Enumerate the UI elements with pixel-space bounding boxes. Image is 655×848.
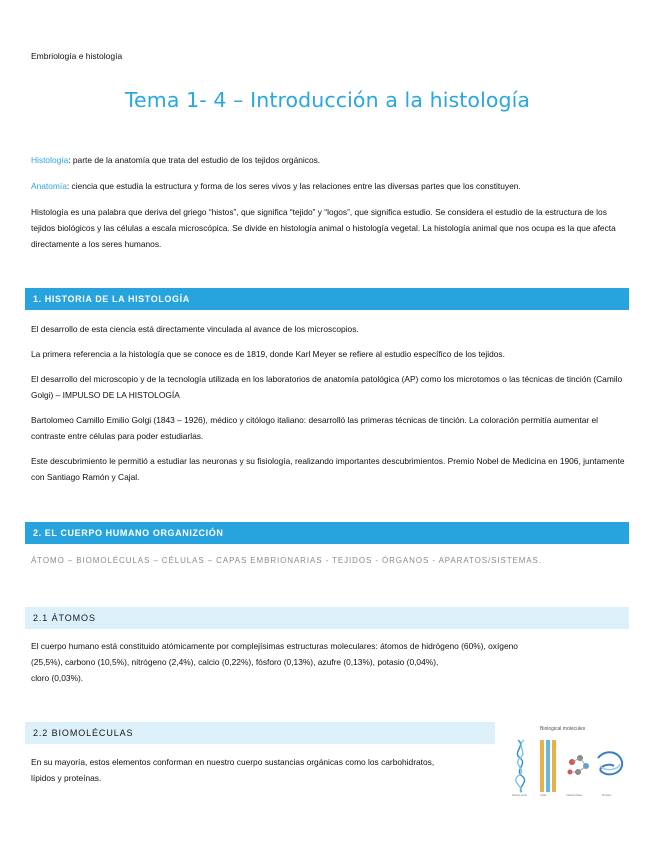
figure-label: Lipids [540,794,547,797]
atomos-paragraph [31,638,627,686]
definition-text: : ciencia que estudia la estructura y forma de los seres vivos y las relaciones entre las diversas partes que los constituyen. [66,181,521,191]
atomos-line: (25,5%), carbono (10,5%), nitrógeno (2,4%), calcio (0,22%), fósforo (0,13%), azufre (0,13%), potasio (0,04%), [31,657,439,667]
historia-paragraph-4: Bartolomeo Camillo Emilio Golgi (1843 – 1926), médico y citólogo italiano: desarrolló las primeras técnicas de tinción. La coloración permitía aumentar el contraste entre células para poder estudiarlas. [31,415,598,441]
definition-anatomia [31,178,627,194]
lipid-bilayer-icon [540,740,556,792]
protein-ribbon-icon [598,752,622,774]
intro-paragraph: Histología es una palabra que deriva del griego “histos”, que significa “tejido” y “logos”, que significa estudio. Se considera el estudio de la estructura de los tejidos biológicos y las células a escala microscópica. Se divide en histología animal o histología vegetal. La histología animal que nos ocupa es la que afecta directamente a los seres humanos. [31,207,616,249]
definition-histologia [31,152,627,168]
historia-paragraph-2: La primera referencia a la histología que se conoce es de 1819, donde Karl Meyer se refiere al estudio específico de los tejidos. [31,349,505,359]
definition-term: Anatomía [31,181,67,191]
historia-paragraph-3: El desarrollo del microscopio y de la tecnología utilizada en los laboratorios de anatomía patológica (AP) como los microtomos o las técnicas de tinción (Camilo Golgi) – IMPULSO DE LA HISTOLOGÍA [31,374,623,400]
atomos-line: cloro (0,03%). [31,673,84,683]
section-heading-atomos: 2.1 ÁTOMOS [25,607,629,629]
page-title: Tema 1- 4 – Introducción a la histología [124,88,531,112]
historia-paragraph-1: El desarrollo de esta ciencia está directamente vinculada al avance de los microscopios. [31,324,359,334]
molecules-illustration [510,722,630,804]
figure-label: Carbohydrates [566,794,583,797]
section-heading-historia: 1. HISTORIA DE LA HISTOLOGÍA [25,288,629,310]
definition-term: Histología [31,155,69,165]
section-heading-biomoleculas: 2.2 BIOMOLÉCULAS [25,722,495,744]
atomos-line: El cuerpo humano está constituido atómicamente por complejísimas estructuras moleculares: átomos de hidrógeno (60%), oxígeno [31,641,518,651]
figure-title: Biological molecules [540,726,586,732]
running-header: Embriología e histología [31,51,123,61]
organization-levels: ÁTOMO – BIOMOLÉCULAS – CÉLULAS – CAPAS EMBRIONARIAS - TEJIDOS - ÓRGANOS - APARATOS/SISTEMAS. [31,556,542,565]
biomoleculas-paragraph: En su mayoría, estos elementos conforman en nuestro cuerpo sustancias orgánicas como los carbohidratos, lípidos y proteínas. [31,757,435,783]
carbohydrate-molecule-icon [568,755,590,775]
biological-molecules-figure [510,722,630,804]
dna-helix-icon [516,740,525,792]
figure-label: Proteins [602,794,612,797]
figure-label: Nucleic acids [512,794,527,797]
definition-text: : parte de la anatomía que trata del estudio de los tejidos orgánicos. [68,155,321,165]
historia-paragraph-5: Este descubrimiento le permitió a estudiar las neuronas y su fisiología, realizando importantes descubrimientos. Premio Nobel de Medicina en 1906, juntamente con Santiago Ramón y Cajal. [31,456,625,482]
section-heading-cuerpo-humano: 2. EL CUERPO HUMANO ORGANIZCIÓN [25,522,629,544]
